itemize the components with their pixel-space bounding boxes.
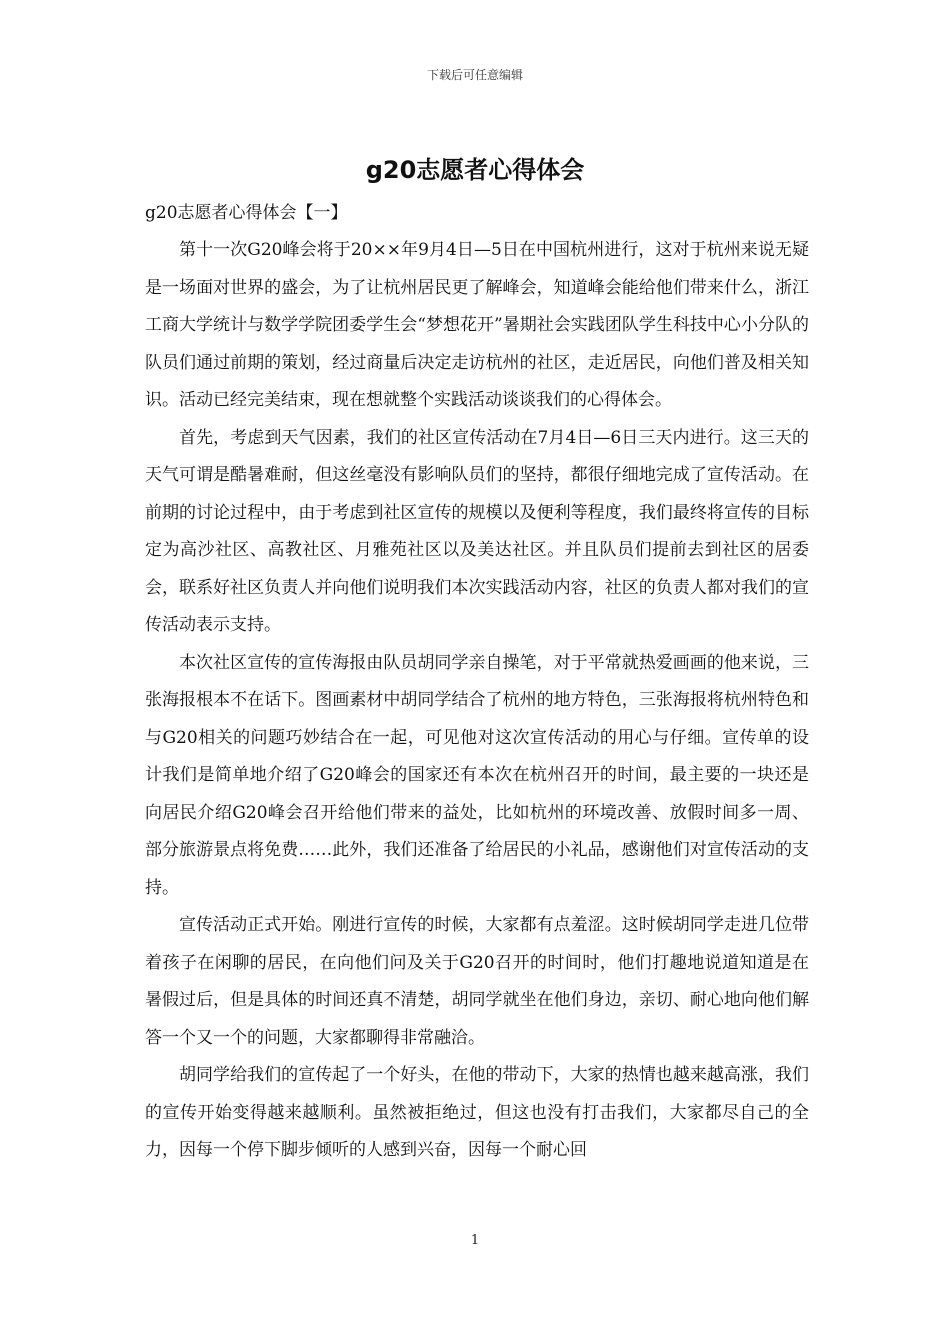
document-body [145, 194, 809, 1170]
paragraph-4: 宣传活动正式开始。刚进行宣传的时候，大家都有点羞涩。这时候胡同学走进几位带着孩子在闲聊的居民，在向他们问及关于G20召开的时间时，他们打趣地说道知道是在暑假过后，但是具体的时间还真不清楚，胡同学就坐在他们身边，亲切、耐心地向他们解答一个又一个的问题，大家都聊得非常融洽。 [145, 915, 809, 1048]
paragraph-5: 胡同学给我们的宣传起了一个好头，在他的带动下，大家的热情也越来越高涨，我们的宣传开始变得越来越顺利。虽然被拒绝过，但这也没有打击我们，大家都尽自己的全力，因每一个停下脚步倾听的人感到兴奋，因每一个耐心回 [145, 1065, 809, 1160]
paragraph-3: 本次社区宣传的宣传海报由队员胡同学亲自操笔，对于平常就热爱画画的他来说，三张海报根本不在话下。图画素材中胡同学结合了杭州的地方特色，三张海报将杭州特色和与G20相关的问题巧妙结合在一起，可见他对这次宣传活动的用心与仔细。宣传单的设计我们是简单地介绍了G20峰会的国家还有本次在杭州召开的时间，最主要的一块还是向居民介绍G20峰会召开给他们带来的益处，比如杭州的环境改善、放假时间多一周、部分旅游景点将免费……此外，我们还准备了给居民的小礼品，感谢他们对宣传活动的支持。 [145, 652, 809, 898]
paragraph-1: 第十一次G20峰会将于20××年9月4日—5日在中国杭州进行，这对于杭州来说无疑是一场面对世界的盛会，为了让杭州居民更了解峰会，知道峰会能给他们带来什么，浙江工商大学统计与数学学院团委学生会“梦想花开”暑期社会实践团队学生科技中心小分队的队员们通过前期的策划，经过商量后决定走访杭州的社区，走近居民，向他们普及相关知识。活动已经完美结束，现在想就整个实践活动谈谈我们的心得体会。 [145, 240, 809, 410]
paragraph-2: 首先，考虑到天气因素，我们的社区宣传活动在7月4日—6日三天内进行。这三天的天气可谓是酷暑难耐，但这丝毫没有影响队员们的坚持，都很仔细地完成了宣传活动。在前期的讨论过程中，由于考虑到社区宣传的规模以及便利等程度，我们最终将宣传的目标定为高沙社区、高教社区、月雅苑社区以及美达社区。并且队员们提前去到社区的居委会，联系好社区负责人并向他们说明我们本次实践活动内容，社区的负责人都对我们的宣传活动表示支持。 [145, 427, 809, 635]
page-number: 1 [470, 1233, 480, 1248]
document-title: g20志愿者心得体会 [365, 156, 585, 184]
section-heading: g20志愿者心得体会【一】 [145, 203, 348, 223]
page-header-note: 下载后可任意编辑 [426, 68, 523, 82]
